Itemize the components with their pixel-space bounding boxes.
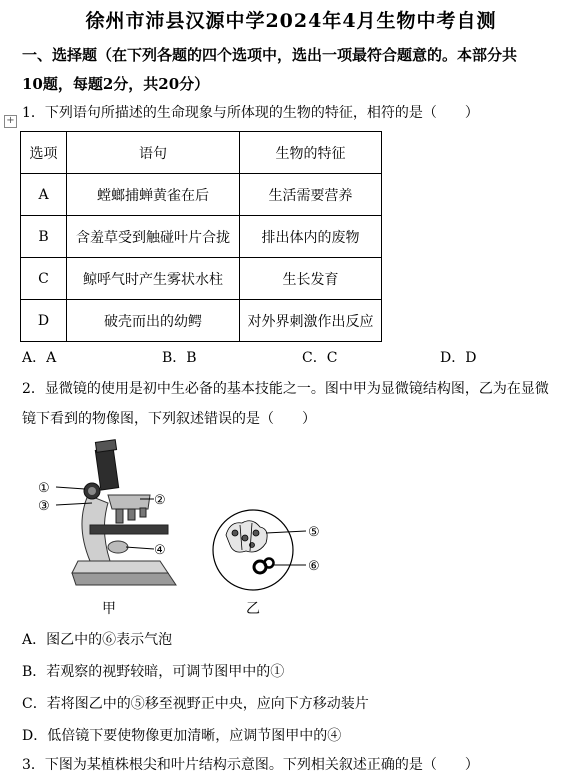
table-cell: 排出体内的废物 [240, 216, 382, 258]
option-a: A．A [22, 350, 57, 366]
field-of-view-diagram [213, 510, 306, 590]
label-6: ⑥ [308, 559, 320, 574]
field-labels [308, 525, 320, 574]
label-3: ③ [38, 499, 50, 514]
q2-option-a: A．图乙中的⑥表示气泡 [22, 632, 173, 648]
table-cell: D [21, 300, 67, 342]
microscope-figure [30, 435, 350, 595]
question-3-stem: 3．下图为某植株根尖和叶片结构示意图。下列相关叙述正确的是（ ） [22, 757, 479, 773]
option-b: B．B [162, 350, 197, 366]
table-row [21, 300, 382, 342]
label-4: ④ [154, 543, 166, 558]
table-row [21, 258, 382, 300]
table-header: 生物的特征 [240, 132, 382, 174]
table-header: 语句 [67, 132, 240, 174]
table-row [21, 174, 382, 216]
microscope-diagram [56, 440, 176, 585]
section-heading-line2: 10题，每题2分，共20分） [22, 75, 210, 93]
table-cell: 生长发育 [240, 258, 382, 300]
table-cell: A [21, 174, 67, 216]
label-2: ② [154, 493, 166, 508]
label-1: ① [38, 481, 50, 496]
section-heading-line1: 一、选择题（在下列各题的四个选项中，选出一项最符合题意的。本部分共 [22, 46, 518, 64]
table-cell: 螳螂捕蝉黄雀在后 [67, 174, 240, 216]
label-5: ⑤ [308, 525, 320, 540]
option-d: D．D [440, 350, 477, 366]
table-cell: 鲸呼气时产生雾状水柱 [67, 258, 240, 300]
caption-yi: 乙 [246, 601, 260, 617]
table-cell: 破壳而出的幼鳄 [67, 300, 240, 342]
page-title: 徐州市沛县汉源中学2024年4月生物中考自测 [85, 10, 497, 32]
table-cell: B [21, 216, 67, 258]
table-cell: 含羞草受到触碰叶片合拢 [67, 216, 240, 258]
table-cell: 生活需要营养 [240, 174, 382, 216]
table-cell: C [21, 258, 67, 300]
table-row [21, 216, 382, 258]
question-1-table [20, 131, 382, 342]
table-move-handle-icon[interactable]: + [4, 115, 17, 128]
question-1-stem: 1．下列语句所描述的生命现象与所体现的生物的特征，相符的是（ ） [22, 105, 479, 121]
caption-jia: 甲 [102, 601, 116, 617]
q2-option-b: B．若观察的视野较暗，可调节图甲中的① [22, 664, 285, 680]
table-cell: 对外界刺激作出反应 [240, 300, 382, 342]
question-2-stem-line1: 2．显微镜的使用是初中生必备的基本技能之一。图中甲为显微镜结构图，乙为在显微 [22, 381, 549, 397]
question-2-stem-line2: 镜下看到的物像图，下列叙述错误的是（ ） [22, 411, 316, 427]
q2-option-c: C．若将图乙中的⑤移至视野正中央，应向下方移动装片 [22, 696, 369, 712]
option-c: C．C [302, 350, 338, 366]
table-header-row [21, 132, 382, 174]
q2-option-d: D．低倍镜下要使物像更加清晰，应调节图甲中的④ [22, 728, 342, 744]
table-header: 选项 [21, 132, 67, 174]
